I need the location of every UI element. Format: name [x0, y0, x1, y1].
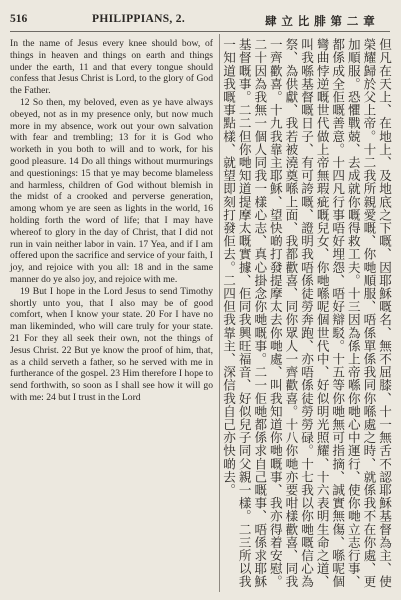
english-column — [10, 38, 213, 404]
english-paragraph: 19 But I hope in the Lord Jesus to send Timothy shortly unto you, that I also may be of good comfort, when I know your state. 20 For I have no man likeminded, who will care truly for your state. 21 For they all seek their own, not the things of Jesus Christ. 22 But ye know the proof of him, that, as a child serveth a father, so he served with me in furtherance of the gospel. 23 Him therefore I hope to send forthwith, so soon as I shall see how it will go with me: 24 but I trust in the Lord — [10, 285, 213, 403]
page-header — [10, 13, 388, 29]
page-number: 516 — [10, 13, 28, 25]
english-paragraph: 12 So then, my beloved, even as ye have always obeyed, not as in my presence only, but now much more in my absence, work out your own salvation with fear and trembling; 13 for it is God who worketh in you both to will and to work, for his good pleasure. 14 Do all things without murmurings and questionings: 15 that ye may become blameless and harmless, children of God without blemish in the midst of a crooked and perverse generation, among whom ye are seen as lights in the world, 16 holding forth the word of life; that I may have whereof to glory in the day of Christ, that I did not run in vain neither labor in vain. 17 Yea, and if I am offered upon the sacrifice and service of your faith, I joy, and rejoice with you all: 18 and in the same manner do ye also joy, and rejoice with me. — [10, 96, 213, 285]
chinese-column: 但凡在天上、在地上、及地底之下嘅、因耶穌嘅名、無不屈膝、十一無舌不認耶穌基督為主、使榮耀歸於父上帝。十二我所親愛嘅、你哋順服、唔係單係我同你喺處之時、就係我不在你處、更加順服。恐懼戰兢、去成就你嘅得救工夫。十三因為係上帝喺你哋心中運行、使你哋立志行事、都係成全佢嘅善意。十四凡行事唔好埋怨、唔好辯駁。十五等你哋無可指摘、誠實無傷、喺呢個彎曲悖逆嘅世代做上帝無瑕疵嘅兒女、你哋喺呢個世代中、好似明光照耀、十六表明生命之道、叫我喺基督嘅日子、有可誇嘅、證明我唔係徒勞奔跑、亦唔係徒勞勞碌。十七我以你哋嘅信心為祭、為供獻、我若被澆奠喺上面、我都歡喜、同你眾人一齊歡喜。十八你哋亦要咁樣歡喜、同我一齊歡喜。十九我靠主耶穌、望快啲打發提摩太去你哋處、叫我知道你哋嘅事、我亦得着安慰。二十因為我無一個人同我一樣心志、真心掛念你哋嘅事。二一佢哋都係求自己嘅事、唔係求耶穌基督嘅事。二二但你哋知道提摩太嘅實據、佢同我興旺福音、好似兒子同父親一樣。二三所以我一知道我嘅事點樣、就望即刻打發佢去。二四但我靠主、深信我自己亦快啲去。 — [221, 38, 392, 589]
english-paragraph: In the name of Jesus every knee should bow, of things in heaven and things on earth and things under the earth, 11 and that every tongue should confess that Jesus Christ is Lord, to the glory of God the Father. — [10, 38, 213, 97]
header-rule — [10, 31, 390, 32]
chinese-chapter-title: 肆 立 比 腓 第 二 章 — [265, 16, 376, 28]
book-chapter-title: PHILIPPIANS, 2. — [92, 13, 185, 25]
